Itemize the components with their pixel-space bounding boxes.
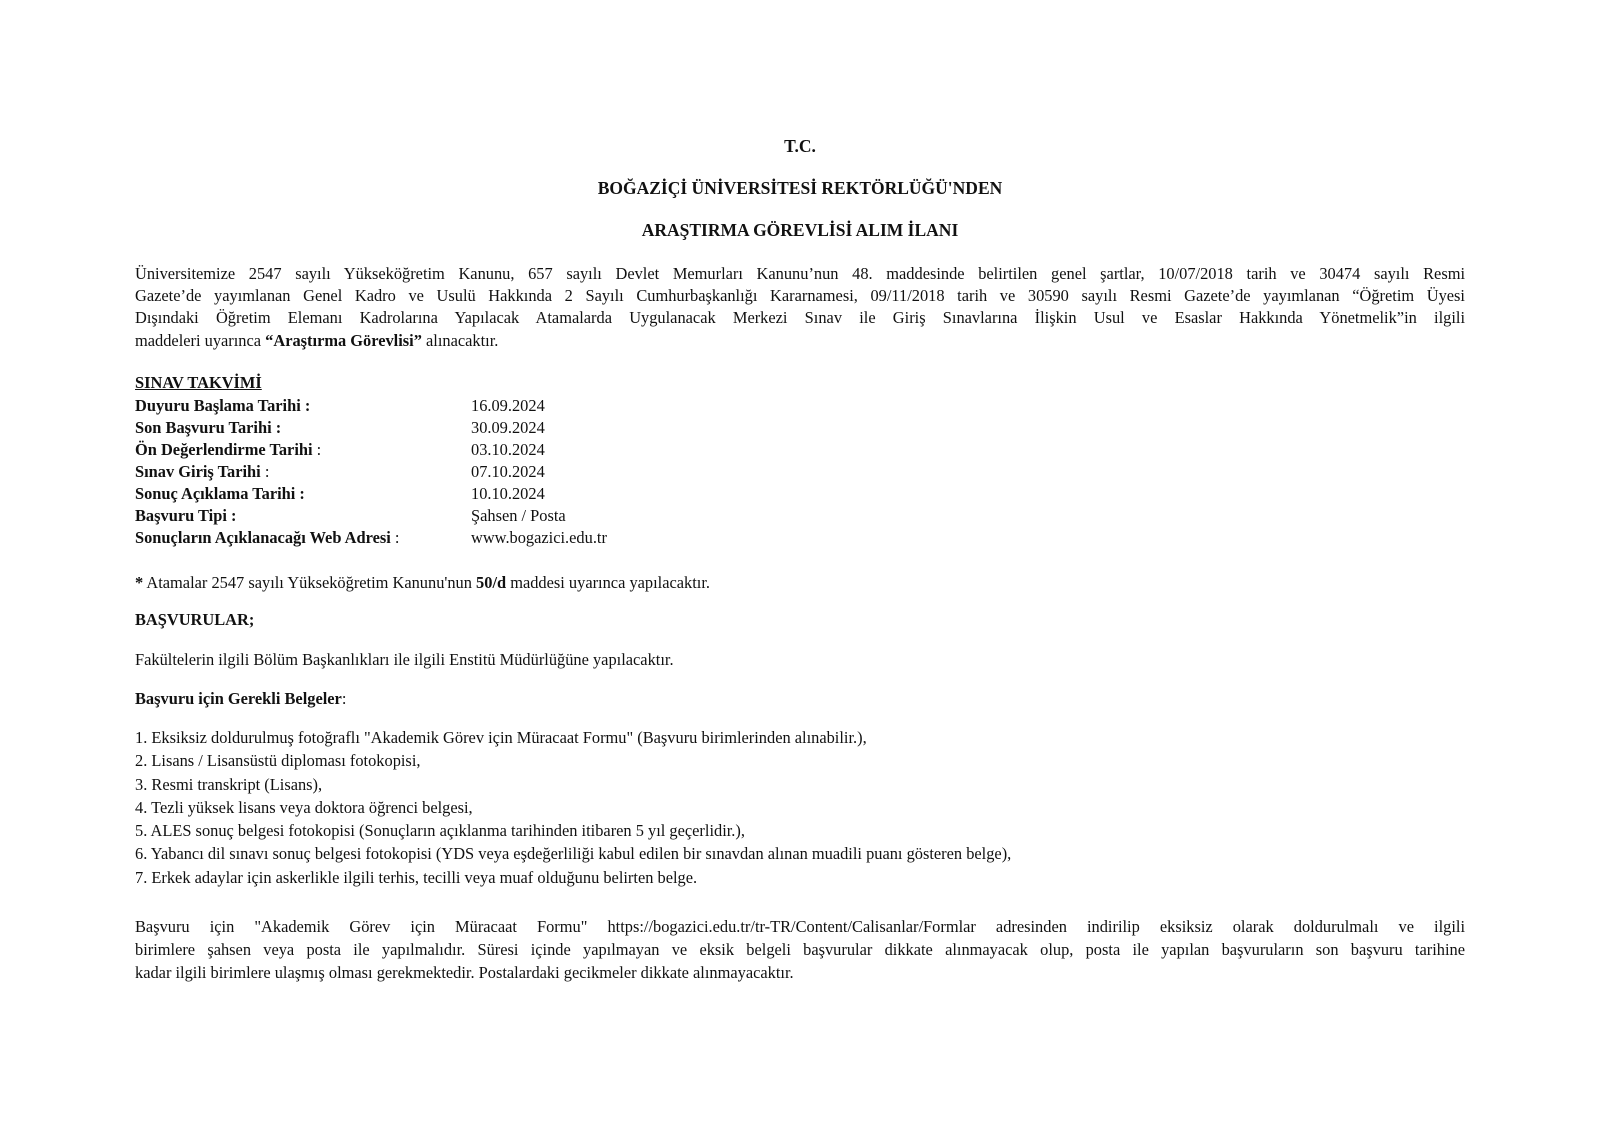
schedule-table bbox=[135, 395, 835, 549]
header-tc: T.C. bbox=[784, 136, 816, 156]
intro-position-title: “Araştırma Görevlisi” bbox=[265, 330, 422, 350]
schedule-row bbox=[135, 461, 835, 483]
intro-line-3: Dışındaki Öğretim Elemanı Kadrolarına Yapılacak Atamalarda Uygulanacak Merkezi Sınav ile Giriş Sınavlarına İlişkin Usul ve Esaslar Hakkında Yönetmelik”in ilgili bbox=[135, 308, 1465, 328]
schedule-row bbox=[135, 483, 835, 505]
schedule-row bbox=[135, 527, 835, 549]
note-article: 50/d bbox=[476, 573, 507, 592]
schedule-label-text: Ön Değerlendirme Tarihi bbox=[135, 440, 313, 459]
schedule-title: SINAV TAKVİMİ bbox=[135, 373, 262, 392]
note-pre: Atamalar 2547 sayılı Yükseköğretim Kanunu'nun bbox=[143, 573, 477, 592]
schedule-row bbox=[135, 505, 835, 527]
schedule-value: Şahsen / Posta bbox=[471, 506, 566, 525]
applications-title: BAŞVURULAR; bbox=[135, 610, 255, 629]
closing-paragraph bbox=[135, 915, 1465, 984]
documents-title-text: Başvuru için Gerekli Belgeler bbox=[135, 689, 342, 708]
intro-line-4-post: alınacaktır. bbox=[426, 330, 499, 350]
intro-line-2: Gazete’de yayımlanan Genel Kadro ve Usulü Hakkında 2 Sayılı Cumhurbaşkanlığı Kararnamesi, 09/11/2018 tarih ve 30590 sayılı Resmi Gazete’de yayımlanan “Öğretim Üyesi bbox=[135, 286, 1465, 306]
schedule-label-text: Sonuç Açıklama Tarihi : bbox=[135, 484, 305, 503]
applications-text: Fakültelerin ilgili Bölüm Başkanlıkları ile ilgili Enstitü Müdürlüğüne yapılacaktır. bbox=[135, 650, 674, 669]
appointment-note bbox=[135, 572, 710, 594]
list-item: 4. Tezli yüksek lisans veya doktora öğrenci belgesi, bbox=[135, 797, 473, 817]
list-item: 5. ALES sonuç belgesi fotokopisi (Sonuçların açıklanma tarihinden itibaren 5 yıl geçerlidir.), bbox=[135, 821, 745, 841]
intro-line-4-pre: maddeleri uyarınca bbox=[135, 330, 262, 350]
list-item: 3. Resmi transkript (Lisans), bbox=[135, 774, 323, 794]
schedule-label bbox=[135, 395, 310, 417]
intro-paragraph bbox=[135, 263, 1465, 352]
schedule-row bbox=[135, 395, 835, 417]
header-announcement-title: ARAŞTIRMA GÖREVLİSİ ALIM İLANI bbox=[641, 220, 959, 240]
schedule-label-text: Sınav Giriş Tarihi bbox=[135, 462, 261, 481]
schedule-label-text: Başvuru Tipi : bbox=[135, 506, 237, 525]
closing-line-1: Başvuru için "Akademik Görev için Müracaat Formu" https://bogazici.edu.tr/tr-TR/Content/Calisanlar/Formlar adresinden indirilip eksiksiz olarak doldurulmalı ve ilgili bbox=[135, 917, 1465, 936]
schedule-value: 07.10.2024 bbox=[471, 462, 545, 481]
schedule-value: 16.09.2024 bbox=[471, 396, 545, 415]
schedule-value: www.bogazici.edu.tr bbox=[471, 528, 607, 547]
schedule-label bbox=[135, 417, 281, 439]
documents-title-colon: : bbox=[341, 689, 347, 708]
schedule-label-text: Son Başvuru Tarihi : bbox=[135, 418, 282, 437]
schedule-label bbox=[135, 461, 269, 483]
schedule-label bbox=[135, 527, 399, 549]
note-post: maddesi uyarınca yapılacaktır. bbox=[506, 573, 710, 592]
schedule-label-text: Sonuçların Açıklanacağı Web Adresi bbox=[135, 528, 391, 547]
schedule-value: 30.09.2024 bbox=[471, 418, 545, 437]
list-item: 1. Eksiksiz doldurulmuş fotoğraflı "Akademik Görev için Müracaat Formu" (Başvuru birimlerinden alınabilir.), bbox=[135, 728, 867, 747]
schedule-label-text: Duyuru Başlama Tarihi : bbox=[135, 396, 311, 415]
schedule-value: 10.10.2024 bbox=[471, 484, 545, 503]
schedule-value: 03.10.2024 bbox=[471, 440, 545, 459]
schedule-label-colon: : bbox=[260, 462, 270, 481]
documents-list bbox=[135, 726, 1011, 889]
closing-line-2: birimlere şahsen veya posta ile yapılmalıdır. Süresi içinde yapılmayan ve eksik belgeli başvurular dikkate alınmayacak olup, posta ile yapılan başvuruların son başvuru tarihine bbox=[135, 940, 1465, 959]
schedule-label bbox=[135, 439, 321, 461]
list-item: 7. Erkek adaylar için askerlikle ilgili terhis, tecilli veya muaf olduğunu belirten belge. bbox=[135, 867, 698, 887]
intro-line-4 bbox=[135, 330, 1465, 352]
list-item: 6. Yabancı dil sınavı sonuç belgesi fotokopisi (YDS veya eşdeğerliliği kabul edilen bir sınavdan alınan muadili puanı gösteren belge), bbox=[135, 844, 1012, 864]
schedule-row bbox=[135, 417, 835, 439]
note-star: * bbox=[135, 573, 144, 592]
schedule-label-colon: : bbox=[312, 440, 322, 459]
intro-line-1: Üniversitemize 2547 sayılı Yükseköğretim Kanunu, 657 sayılı Devlet Memurları Kanunu’nun 48. maddesinde belirtilen genel şartlar, 10/07/2018 tarih ve 30474 sayılı Resmi bbox=[135, 264, 1465, 283]
schedule-label-colon: : bbox=[390, 528, 400, 547]
schedule-label bbox=[135, 483, 305, 505]
documents-title bbox=[135, 688, 346, 710]
header-university: BOĞAZİÇİ ÜNİVERSİTESİ REKTÖRLÜĞÜ'NDEN bbox=[597, 178, 1003, 198]
schedule-label bbox=[135, 505, 236, 527]
list-item: 2. Lisans / Lisansüstü diploması fotokopisi, bbox=[135, 751, 421, 771]
closing-line-3: kadar ilgili birimlere ulaşmış olması gerekmektedir. Postalardaki gecikmeler dikkate alınmayacaktır. bbox=[135, 963, 794, 982]
schedule-row bbox=[135, 439, 835, 461]
